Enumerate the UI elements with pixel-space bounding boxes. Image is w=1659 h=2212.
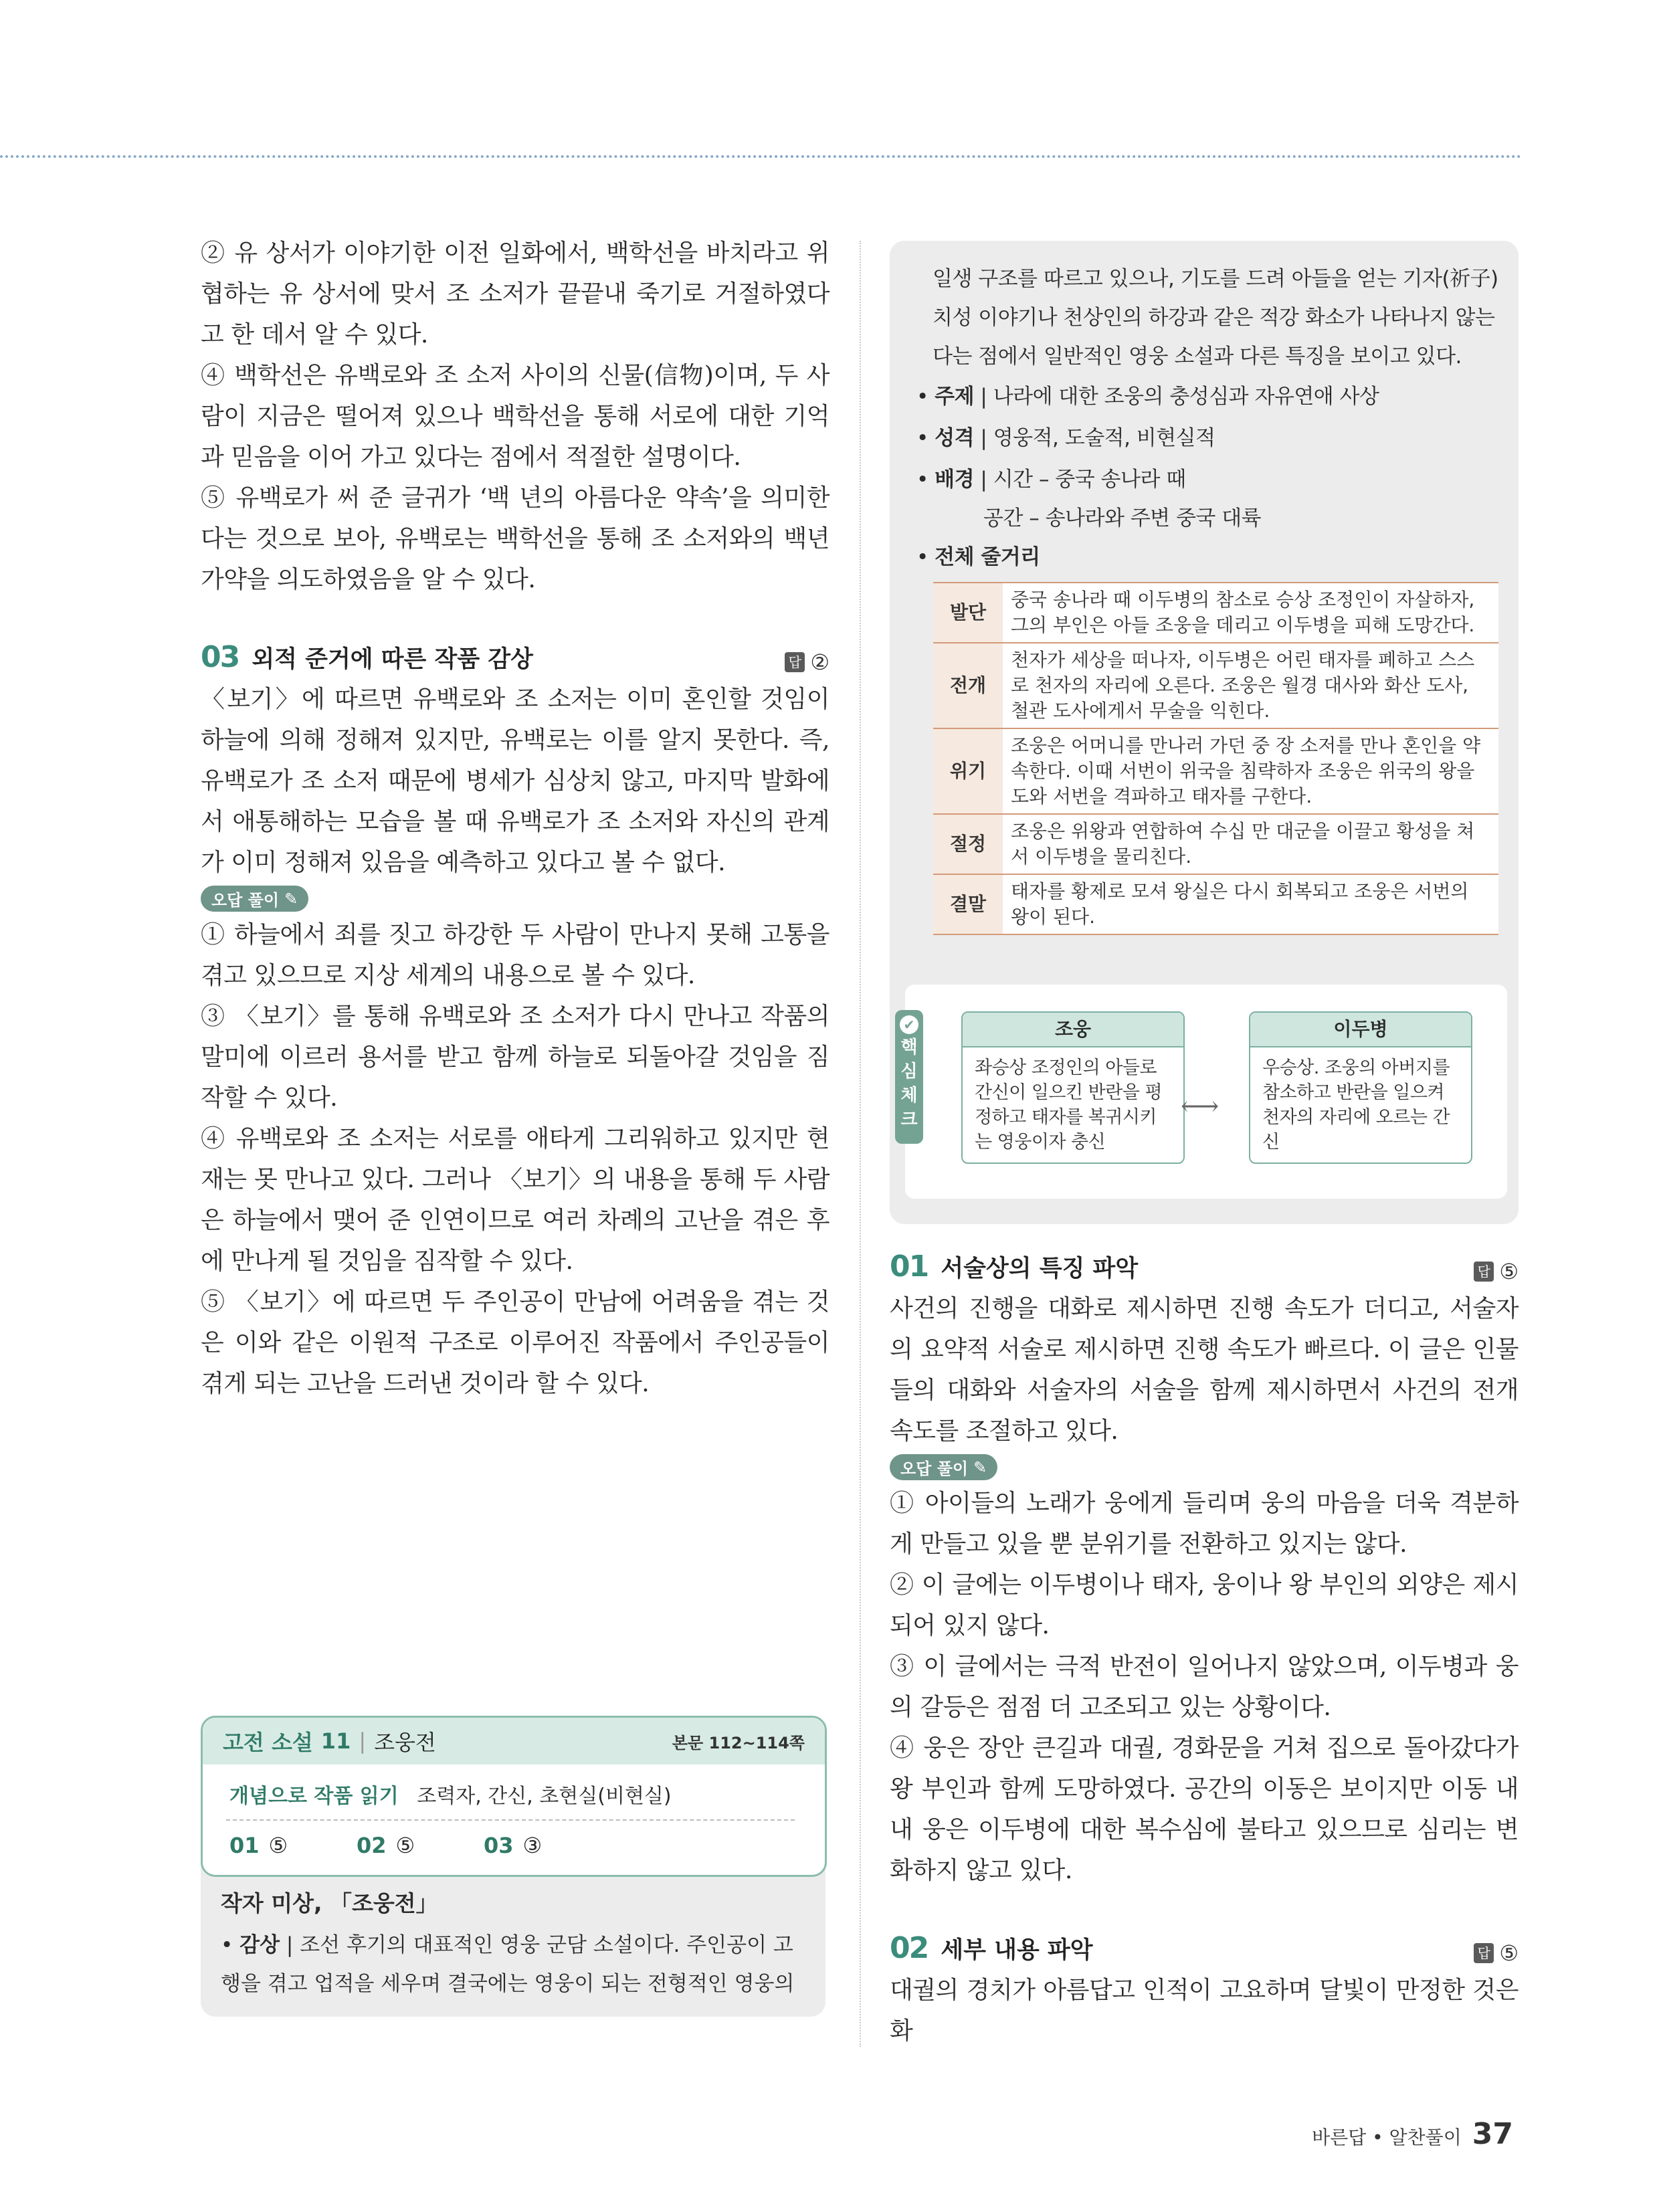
question-explanation: 사건의 진행을 대화로 제시하면 진행 속도가 더디고, 서술자의 요약적 서술로 제시하면 진행 속도가 빠르다. 이 글은 인물들의 대화와 서술자의 서술을 함께 제시하면서 사건의 전개 속도를 조절하고 있다.: [890, 1295, 1519, 1445]
work-category: 고전 소설: [223, 1730, 313, 1755]
question-03-header: [201, 640, 830, 675]
question-number: 02: [890, 1931, 929, 1965]
answer-value: ②: [810, 649, 830, 675]
answer-indicator: [1474, 1259, 1519, 1284]
check-icon: ✔: [900, 1015, 918, 1034]
work-title: 조웅전: [374, 1730, 436, 1755]
theme-label: 주제: [935, 385, 975, 409]
plot-stage: 절정: [933, 814, 1003, 874]
plot-text: 조웅은 위왕과 연합하여 수십 만 대군을 이끌고 황성을 쳐서 이두병을 물리친다.: [1003, 814, 1498, 874]
answer-value: ⑤: [1499, 1940, 1519, 1966]
answer-number: 03: [484, 1833, 514, 1858]
footer-label: 바른답 • 알찬풀이: [1312, 2126, 1462, 2148]
wrong-answer-label: [890, 1454, 997, 1480]
answer-key-card: [201, 1716, 827, 1877]
plot-text: 중국 송나라 때 이두병의 참소로 승상 조정인이 자살하자, 그의 부인은 아들 조웅을 데리고 이두병을 피해 도망간다.: [1003, 583, 1498, 643]
work-info: [221, 1886, 809, 2003]
tab-char: 체: [900, 1086, 918, 1106]
answer-badge-icon: 답: [1474, 1262, 1494, 1282]
wrong-answer-item: ② 이 글에는 이두병이나 태자, 웅이나 왕 부인의 외양은 제시되어 있지 않다.: [890, 1571, 1519, 1639]
character-card-lee-dubyeong: [1249, 1011, 1472, 1164]
page-number: 37: [1472, 2117, 1513, 2151]
wrong-answer-item: ④ 유백로와 조 소저는 서로를 애타게 그리워하고 있지만 현재는 못 만나고 있다. 그러나 〈보기〉의 내용을 통해 두 사람은 하늘에서 맺어 준 인연이므로 여러 차례의 고난을 겪은 후에 만나게 될 것임을 짐작할 수 있다.: [201, 1125, 830, 1275]
answer-indicator: [1474, 1940, 1519, 1966]
work-overview-content: [916, 260, 1498, 935]
plot-stage: 발단: [933, 583, 1003, 643]
top-dotted-rule: [0, 155, 1522, 158]
wrong-answer-item: ① 하늘에서 죄를 짓고 하강한 두 사람이 만나지 못해 고통을 겪고 있으므로 지상 세계의 내용으로 볼 수 있다.: [201, 921, 830, 989]
theme-value: 나라에 대한 조웅의 충성심과 자유연애 사상: [993, 385, 1379, 409]
page-footer: [1312, 2117, 1513, 2151]
style-value: 영웅적, 도술적, 비현실적: [993, 426, 1215, 450]
question-02-header: [890, 1931, 1519, 1966]
character-card-jo-ung: [961, 1011, 1185, 1164]
column-divider: [860, 241, 861, 2047]
plot-text: 조웅은 어머니를 만나러 가던 중 장 소저를 만나 혼인을 약속한다. 이때 서번이 위국을 침략하자 조웅은 위국의 왕을 도와 서번을 격파하고 태자를 구한다.: [1003, 728, 1498, 814]
table-row: [933, 643, 1498, 728]
answers-row: [229, 1833, 611, 1858]
plot-text: 천자가 세상을 떠나자, 이두병은 어린 태자를 폐하고 스스로 천자의 자리에 오른다. 조웅은 월경 대사와 화산 도사, 철관 도사에게서 무술을 익힌다.: [1003, 643, 1498, 728]
table-row: [933, 728, 1498, 814]
table-row: [933, 583, 1498, 643]
plot-table: [933, 582, 1498, 935]
question-number: 01: [890, 1249, 929, 1284]
plot-label: 전체 줄거리: [935, 545, 1040, 569]
explanation-paragraph: ② 유 상서가 이야기한 이전 일화에서, 백학선을 바치라고 위협하는 유 상서에 맞서 조 소저가 끝끝내 죽기로 거절하였다고 한 데서 알 수 있다.: [201, 239, 830, 348]
work-number: 11: [320, 1728, 351, 1754]
concept-value: 조력자, 간신, 초현실(비현실): [417, 1785, 672, 1808]
character-name: 이두병: [1250, 1013, 1471, 1047]
answer-number: 02: [357, 1833, 387, 1858]
question-01-header: [890, 1249, 1519, 1284]
question-title: 외적 준거에 따른 작품 감상: [252, 646, 533, 673]
wrong-answer-item: ⑤ 〈보기〉에 따르면 두 주인공이 만남에 어려움을 겪는 것은 이와 같은 이원적 구조로 이루어진 작품에서 주인공들이 겪게 되는 고난을 드러낸 것이라 할 수 있다.: [201, 1288, 830, 1397]
double-arrow-icon: ⟷: [1181, 1091, 1219, 1122]
question-explanation: 〈보기〉에 따르면 유백로와 조 소저는 이미 혼인할 것임이 하늘에 의해 정해져 있지만, 유백로는 이를 알지 못한다. 즉, 유백로가 조 소저 때문에 병세가 심상치 않고, 마지막 발화에서 애통해하는 모습을 볼 때 유백로가 조 소저와 자신의 관계가 이미 정해져 있음을 예측하고 있다고 볼 수 없다.: [201, 686, 830, 876]
explanation-paragraph: ④ 백학선은 유백로와 조 소저 사이의 신물(信物)이며, 두 사람이 지금은 떨어져 있으나 백학선을 통해 서로에 대한 기억과 믿음을 이어 가고 있다는 점에서 적절한 설명이다.: [201, 362, 830, 471]
concept-label: 개념으로 작품 읽기: [229, 1785, 399, 1808]
separator: |: [359, 1728, 367, 1754]
theme-row: • 주제 | 나라에 대한 조웅의 충성심과 자유연애 사상: [916, 385, 1379, 409]
question-number: 03: [201, 640, 239, 674]
page-reference: 본문 112~114쪽: [672, 1733, 805, 1752]
left-column: [201, 233, 830, 1404]
answer-badge-icon: 답: [1474, 1943, 1494, 1963]
plot-stage: 결말: [933, 874, 1003, 934]
question-title: 서술상의 특징 파악: [941, 1255, 1139, 1282]
background-space: 공간 – 송나라와 주변 중국 대륙: [983, 506, 1262, 530]
pencil-icon: ✎: [973, 1457, 987, 1477]
concept-row: [229, 1779, 672, 1809]
answer-choice: ⑤: [268, 1833, 288, 1858]
answer-indicator: [785, 649, 830, 675]
answer-choice: ⑤: [395, 1833, 415, 1858]
table-row: [933, 814, 1498, 874]
answer-choice: ③: [522, 1833, 543, 1858]
work-info-title: 작자 미상, 「조웅전」: [221, 1890, 438, 1916]
tab-char: 크: [900, 1110, 918, 1130]
wrong-answer-label-text: 오답 풀이: [211, 891, 280, 910]
dashed-divider: [226, 1819, 795, 1821]
character-description: 좌승상 조정인의 아들로 간신이 일으킨 반란을 평정하고 태자를 복귀시키는 영웅이자 충신: [975, 1058, 1163, 1152]
plot-stage: 전개: [933, 643, 1003, 728]
answer-item: [229, 1833, 357, 1858]
background-label: 배경: [935, 468, 975, 492]
tab-char: 심: [900, 1062, 918, 1082]
bullet-text: 조선 후기의 대표적인 영웅 군담 소설이다. 주인공이 고행을 겪고 업적을 세우며 결국에는 영웅이 되는 전형적인 영웅의: [221, 1933, 795, 1996]
answer-number: 01: [229, 1833, 260, 1858]
right-column: [890, 1249, 1519, 2051]
answer-badge-icon: 답: [785, 652, 805, 672]
question-title: 세부 내용 파악: [941, 1937, 1093, 1964]
plot-row: • 전체 줄거리: [916, 545, 1040, 569]
wrong-answer-item: ④ 웅은 장안 큰길과 대궐, 경화문을 거쳐 집으로 돌아갔다가 왕 부인과 함께 도망하였다. 공간의 이동은 보이지만 이동 내내 웅은 이두병에 대한 복수심에 불타고 있으므로 심리는 변화하지 않고 있다.: [890, 1734, 1519, 1884]
wrong-answer-item: ① 아이들의 노래가 웅에게 들리며 웅의 마음을 더욱 격분하게 만들고 있을 뿐 분위기를 전환하고 있지는 않다.: [890, 1490, 1519, 1558]
pencil-icon: ✎: [284, 889, 298, 908]
wrong-answer-item: ③ 〈보기〉를 통해 유백로와 조 소저가 다시 만나고 작품의 말미에 이르러 용서를 받고 함께 하늘로 되돌아갈 것임을 짐작할 수 있다.: [201, 1003, 830, 1112]
overview-intro: 일생 구조를 따르고 있으나, 기도를 드려 아들을 얻는 기자(祈子) 치성 이야기나 천상인의 하강과 같은 적강 화소가 나타나지 않는다는 점에서 일반적인 영웅 소설과 다른 특징을 보이고 있다.: [933, 267, 1498, 369]
style-row: • 성격 | 영웅적, 도술적, 비현실적: [916, 426, 1215, 450]
tab-char: 핵: [900, 1037, 918, 1058]
character-description: 우승상. 조웅의 아버지를 참소하고 반란을 일으켜 천자의 자리에 오르는 간신: [1262, 1058, 1450, 1152]
bullet-label: 감상: [239, 1933, 280, 1957]
explanation-paragraph: ⑤ 유백로가 써 준 글귀가 ‘백 년의 아름다운 약속’을 의미한다는 것으로 보아, 유백로는 백학선을 통해 조 소저와의 백년가약을 의도하였음을 알 수 있다.: [201, 484, 830, 593]
answer-value: ⑤: [1499, 1259, 1519, 1284]
character-name: 조웅: [963, 1013, 1183, 1047]
answer-item: [484, 1833, 611, 1858]
wrong-answer-item: ③ 이 글에서는 극적 반전이 일어나지 않았으며, 이두병과 웅의 갈등은 점점 더 고조되고 있는 상황이다.: [890, 1653, 1519, 1721]
plot-stage: 위기: [933, 728, 1003, 814]
question-explanation: 대궐의 경치가 아름답고 인적이 고요하며 달빛이 만정한 것은 화: [890, 1977, 1519, 2045]
wrong-answer-label: [201, 886, 308, 912]
answer-key-header: [203, 1718, 825, 1765]
background-time: 시간 – 중국 송나라 때: [993, 468, 1186, 492]
wrong-answer-label-text: 오답 풀이: [900, 1460, 969, 1478]
answer-item: [357, 1833, 484, 1858]
background-row: • 배경 | 시간 – 중국 송나라 때 공간 – 송나라와 주변 중국 대륙: [916, 459, 1498, 536]
core-check-tab: [895, 1010, 923, 1144]
work-info-bullet: • 감상 | 조선 후기의 대표적인 영웅 군담 소설이다. 주인공이 고행을 겪고 업적을 세우며 결국에는 영웅이 되는 전형적인 영웅의: [221, 1933, 795, 1996]
table-row: [933, 874, 1498, 934]
style-label: 성격: [935, 426, 975, 450]
plot-text: 태자를 황제로 모셔 왕실은 다시 회복되고 조웅은 서번의 왕이 된다.: [1003, 874, 1498, 934]
